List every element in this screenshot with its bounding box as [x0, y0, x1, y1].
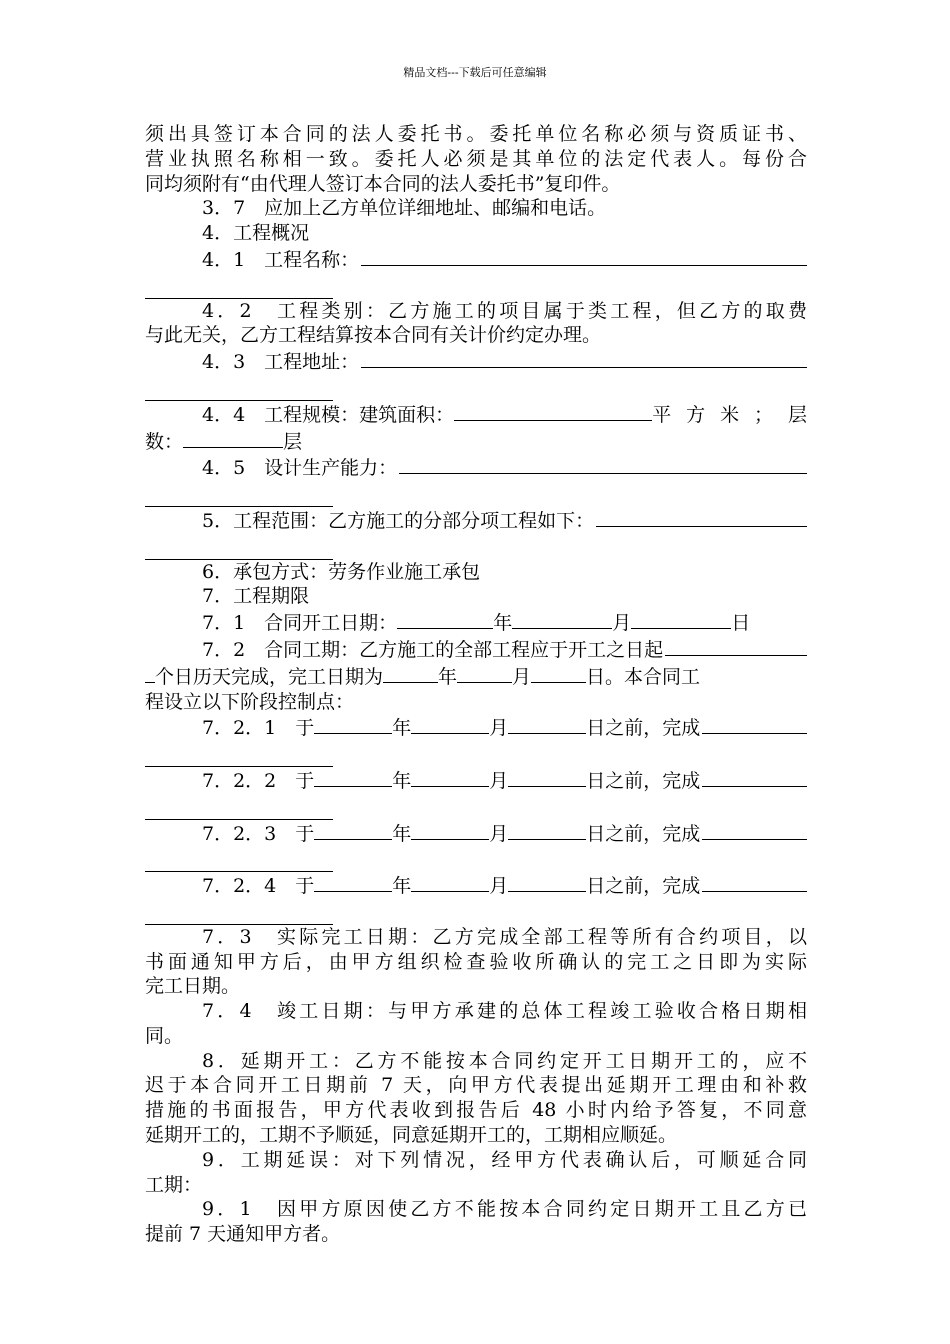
milestone-year-blank [314, 872, 392, 892]
end-year-blank [383, 663, 438, 683]
clause-4: 4．工程概况 [202, 222, 310, 245]
milestone-label: 7．2．3 于 [202, 822, 315, 845]
page-header: 精品文档---下载后可任意编辑 [403, 66, 547, 79]
clause-7-4: 7．4 竣工日期：与甲方承建的总体工程竣工验收合格日期相 [202, 1000, 807, 1023]
duration-label: 7．2 合同工期：乙方施工的全部工程应于开工之日起 [202, 638, 664, 661]
completion-date-label: 个日历天完成，完工日期为 [155, 665, 384, 688]
milestone-day-blank [508, 767, 586, 787]
building-area-blank [454, 401, 652, 421]
milestone-work-blank-continued [145, 899, 333, 925]
start-year-blank [397, 609, 493, 629]
clause-7-2 [145, 636, 807, 663]
clause-7-2-cont [145, 663, 807, 690]
text-line: 程设立以下阶段控制点： [145, 690, 355, 713]
milestone-month-blank [411, 820, 489, 840]
clause-3-7: 3．7 应加上乙方单位详细地址、邮编和电话。 [202, 197, 607, 220]
milestone-work-blank [702, 714, 807, 734]
year-label: 年 [392, 717, 412, 740]
project-address-blank-continued [145, 375, 333, 401]
design-capacity-blank-continued [145, 481, 333, 507]
text-line: 措施的书面报告，甲方代表收到报告后 48 小时内给予答复，不同意 [145, 1099, 807, 1122]
text-line: 延期开工的，工期不予顺延，同意延期开工的，工期相应顺延。 [145, 1124, 678, 1147]
project-address-blank [361, 348, 807, 368]
year-label: 年 [493, 612, 513, 635]
month-label: 月 [489, 717, 509, 740]
text-line: 同均须附有“由代理人签订本合同的法人委托书”复印件。 [145, 172, 621, 195]
text-line: 迟于本合同开工日期前 7 天，向甲方代表提出延期开工理由和补救 [145, 1074, 807, 1097]
text-line: 书面通知甲方后，由甲方组织检查验收所确认的完工之日即为实际 [145, 950, 807, 973]
floors-blank [183, 428, 283, 448]
month-label: 月 [489, 875, 509, 898]
duration-days-blank-cont [145, 663, 155, 683]
milestone-7-2-2 [145, 767, 807, 794]
milestone-day-blank [508, 714, 586, 734]
start-month-blank [512, 609, 612, 629]
clause-6: 6．承包方式：劳务作业施工承包 [202, 560, 481, 583]
project-address-label: 4．3 工程地址： [202, 351, 360, 374]
scope-blank-continued [145, 534, 333, 560]
year-label: 年 [438, 665, 458, 688]
scope-label: 5．工程范围：乙方施工的分部分项工程如下： [202, 509, 595, 532]
clause-9-1: 9．1 因甲方原因使乙方不能按本合同约定日期开工且乙方已 [202, 1198, 807, 1221]
milestone-complete-label: 日之前，完成 [586, 822, 701, 845]
text-line: 与此无关，乙方工程结算按本合同有关计价约定办理。 [145, 324, 602, 347]
milestone-label: 7．2．4 于 [202, 875, 315, 898]
start-date-label: 7．1 合同开工日期： [202, 612, 398, 635]
milestone-year-blank [314, 714, 392, 734]
text-line: 提前 7 天通知甲方者。 [145, 1223, 341, 1246]
project-scale-label: 4．4 工程规模：建筑面积： [202, 403, 455, 426]
month-label: 月 [489, 822, 509, 845]
floors-unit: 层 [283, 430, 303, 453]
milestone-month-blank [411, 714, 489, 734]
clause-7-1 [145, 609, 807, 636]
year-label: 年 [392, 822, 412, 845]
clause-4-3 [145, 348, 807, 375]
milestone-label: 7．2．1 于 [202, 717, 315, 740]
scope-blank [596, 507, 807, 527]
end-day-blank [531, 663, 586, 683]
month-label: 月 [612, 612, 632, 635]
document-body [145, 122, 807, 1247]
month-label: 月 [489, 769, 509, 792]
day-label: 日 [731, 612, 751, 635]
text-line: 同。 [145, 1024, 184, 1047]
clause-5 [145, 507, 807, 534]
milestone-work-blank [702, 820, 807, 840]
milestone-7-2-4 [145, 872, 807, 899]
project-name-blank [361, 246, 807, 266]
start-day-blank [631, 609, 731, 629]
milestone-work-blank [702, 872, 807, 892]
duration-days-blank [665, 636, 807, 656]
milestone-work-blank-continued [145, 794, 333, 820]
clause-8: 8．延期开工：乙方不能按本合同约定开工日期开工的，应不 [202, 1049, 807, 1072]
project-name-label: 4．1 工程名称： [202, 248, 360, 271]
milestone-complete-label: 日之前，完成 [586, 875, 701, 898]
clause-4-5 [145, 454, 807, 481]
milestone-complete-label: 日之前，完成 [586, 769, 701, 792]
clause-7: 7．工程期限 [202, 585, 310, 608]
area-unit: 平方米；层 [652, 403, 807, 426]
milestone-work-blank-continued [145, 846, 333, 872]
milestone-7-2-1 [145, 714, 807, 741]
clause-4-4-cont [145, 428, 807, 455]
text-line: 完工日期。 [145, 975, 241, 998]
milestone-day-blank [508, 820, 586, 840]
milestone-year-blank [314, 820, 392, 840]
clause-4-2: 4．2 工程类别：乙方施工的项目属于类工程，但乙方的取费 [202, 299, 807, 322]
clause-4-4 [145, 401, 807, 428]
month-label: 月 [512, 665, 532, 688]
milestone-complete-label: 日之前，完成 [586, 717, 701, 740]
milestone-month-blank [411, 767, 489, 787]
milestone-day-blank [508, 872, 586, 892]
text-line: 营业执照名称相一致。委托人必须是其单位的法定代表人。每份合 [145, 147, 807, 170]
floors-label: 数： [145, 430, 184, 453]
design-capacity-label: 4．5 设计生产能力： [202, 457, 398, 480]
milestone-month-blank [411, 872, 489, 892]
text-line: 工期： [145, 1173, 203, 1196]
milestone-work-blank [702, 767, 807, 787]
clause-7-3: 7．3 实际完工日期：乙方完成全部工程等所有合约项目，以 [202, 925, 807, 948]
clause-4-1 [145, 246, 807, 273]
text-line: 日。本合同工 [586, 665, 701, 688]
clause-9: 9．工期延误：对下列情况，经甲方代表确认后，可顺延合同 [202, 1148, 807, 1171]
design-capacity-blank [399, 454, 807, 474]
milestone-7-2-3 [145, 820, 807, 847]
milestone-label: 7．2．2 于 [202, 769, 315, 792]
milestone-year-blank [314, 767, 392, 787]
end-month-blank [457, 663, 512, 683]
text-line: 须出具签订本合同的法人委托书。委托单位名称必须与资质证书、 [145, 123, 807, 145]
project-name-blank-continued [145, 273, 333, 299]
milestone-work-blank-continued [145, 741, 333, 767]
year-label: 年 [392, 769, 412, 792]
year-label: 年 [392, 875, 412, 898]
